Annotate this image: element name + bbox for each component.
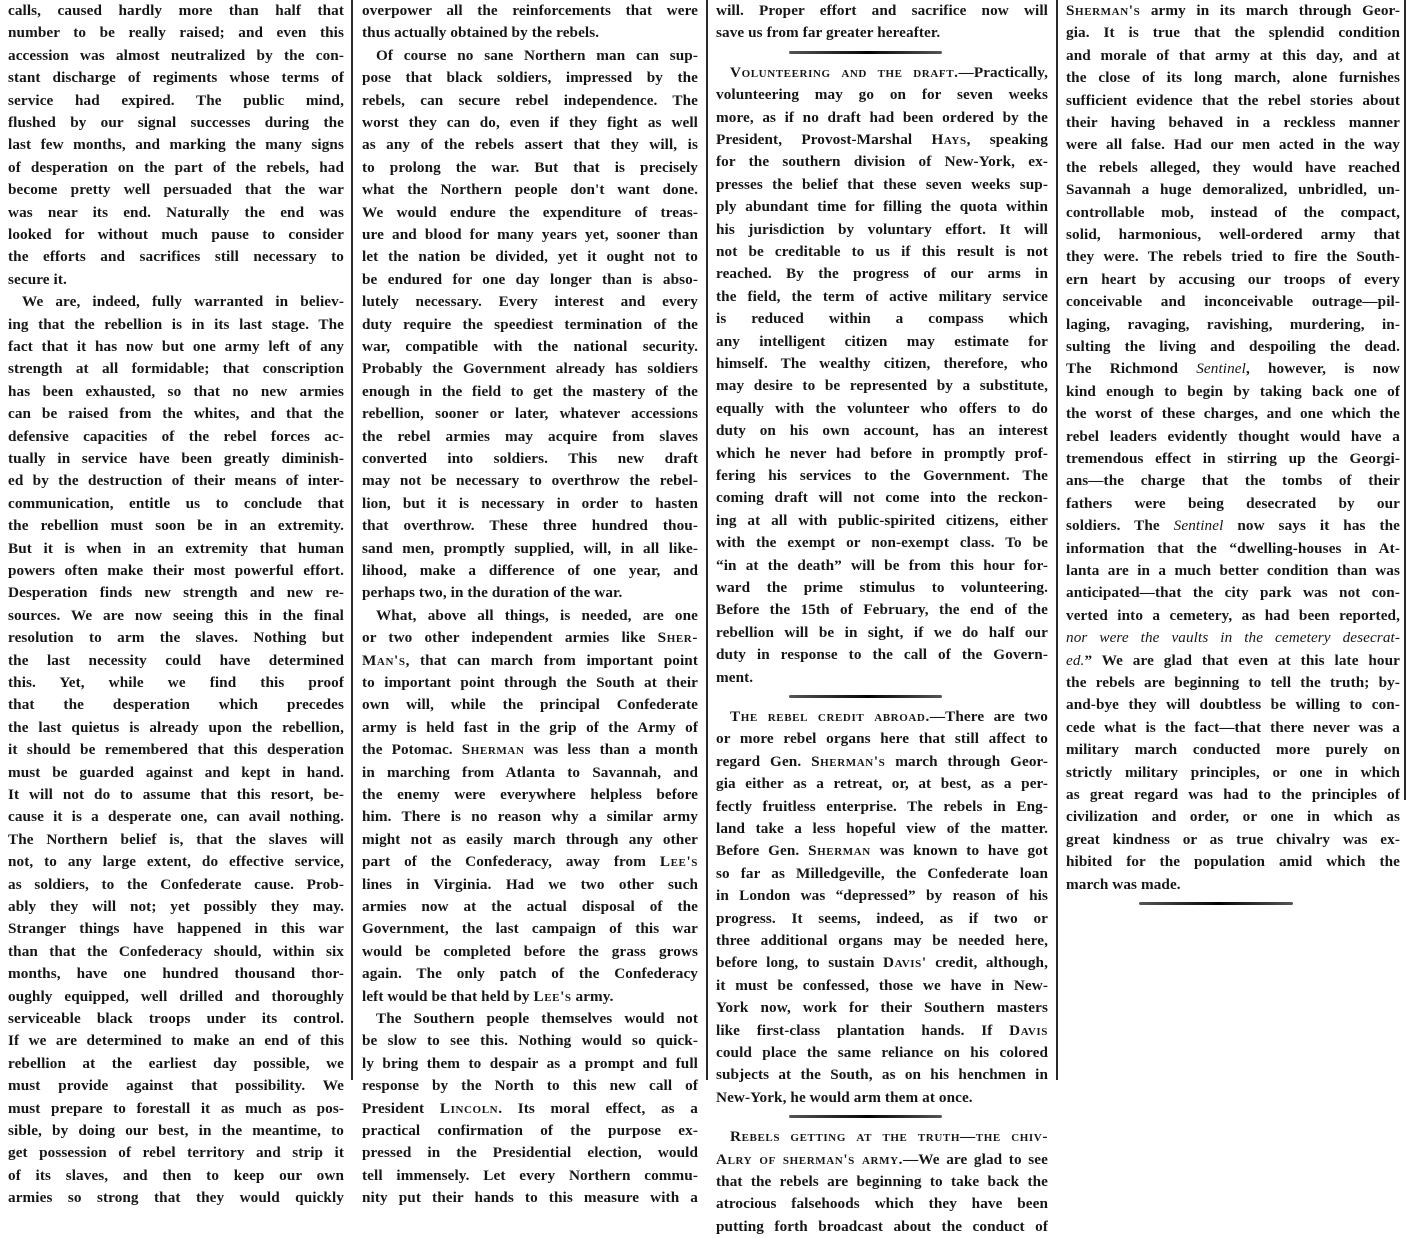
text-line: this. Yet, while we find this proof — [8, 674, 344, 691]
italic-text: ed. — [1066, 651, 1085, 669]
small-caps-name: Hays — [931, 131, 967, 148]
text-line: ward the prime stimulus to volunteering. — [716, 579, 1048, 596]
text-line: New-York, he would arm them at once. — [716, 1088, 973, 1106]
text-line: duty on his own account, has an interest — [716, 422, 1048, 440]
text-line: number to be really raised; and even this — [8, 24, 344, 42]
text-line: volunteering may go on for seven weeks — [716, 86, 1048, 104]
text-line: perhaps two, in the duration of the war. — [362, 584, 623, 602]
text-line: Government, the last campaign of this war — [362, 920, 698, 938]
text-line: lion, but it is necessary in order to hasten — [362, 494, 698, 512]
text-line: the last necessity could have determined — [8, 651, 344, 669]
text-line: tremendous effect in stirring up the Georgi- — [1066, 450, 1400, 467]
text-line: pressed in the Presidential election, would — [362, 1144, 698, 1162]
small-caps-name: Davis' — [883, 954, 927, 972]
small-caps-name: Sherman's — [811, 752, 886, 770]
text-line: not, to any large extent, do effective service, — [8, 853, 344, 871]
text-line: ably they will not; yet possibly they may. — [8, 898, 344, 915]
section-separator-rule — [789, 1115, 942, 1118]
column-3 — [716, 0, 1048, 1235]
text-line: secure it. — [8, 270, 67, 288]
column-1 — [8, 0, 344, 1207]
text-line: tually in service have been greatly diminish- — [8, 450, 344, 467]
text-line: service had expired. The public mind, — [8, 91, 344, 109]
column-rule-3 — [1056, 0, 1058, 1080]
text-line: sufficient evidence that the rebel stories about — [1066, 91, 1400, 109]
text-line: “in at the death” will be from this hour for- — [716, 556, 1048, 574]
text-line: solid, harmonious, well-ordered army that — [1066, 226, 1400, 243]
text-line: march was made. — [1066, 875, 1181, 893]
text-line: soldiers. The Sentinel now says it has the — [1066, 517, 1400, 535]
text-line: ure and blood for many years yet, sooner than — [362, 226, 698, 243]
text-line: be endured for one day longer than is abso- — [362, 270, 698, 288]
text-line: in marching from Atlanta to Savannah, and — [362, 763, 698, 781]
text-line: must prepare to forestall it as much as pos- — [8, 1099, 344, 1117]
text-line: land take a less hopeful view of the matter. — [716, 820, 1048, 837]
text-line: response by the North to this new call of — [362, 1077, 698, 1095]
column-4 — [1066, 0, 1400, 1080]
text-line: rebellion, sooner or later, whatever accessions — [362, 405, 698, 423]
text-line: defensive capacities of the rebel forces ac- — [8, 427, 344, 445]
text-line: sand men, promptly supplied, will, in all like- — [362, 539, 698, 557]
text-line: than that the Confederacy should, within six — [8, 942, 344, 960]
text-line: that the rebels are beginning to take back the — [716, 1173, 1048, 1190]
text-line: it must be confessed, those we have in New- — [716, 976, 1048, 994]
text-line: must be guarded against and kept in hand. — [8, 763, 344, 781]
italic-text: Sentinel — [1173, 517, 1224, 535]
text-line: the Potomac. Sherman was less than a month — [362, 741, 698, 759]
small-caps-name: Lee's — [659, 853, 698, 871]
text-line: war, compatible with the national security. — [362, 338, 698, 355]
text-line: It will not do to assume that this resort, be- — [8, 786, 344, 803]
text-line — [1066, 627, 1400, 649]
text-line: their having behaved in a reckless manner — [1066, 114, 1400, 131]
text-line: or more rebel organs here that still affect to — [716, 730, 1048, 748]
text-line: converted into soldiers. This new draft — [362, 450, 698, 467]
text-line: and morale of that army at this day, and at — [1066, 46, 1400, 64]
text-line: his jurisdiction by voluntary effort. It will — [716, 220, 1048, 238]
article-heading-line: The rebel credit abroad.—There are two — [730, 708, 1048, 725]
italic-text: Sentinel — [1196, 360, 1246, 378]
section-separator-rule — [789, 695, 942, 698]
column-rule-1 — [351, 0, 353, 1080]
text-line: may desire to be represented by a substitute, — [716, 377, 1048, 395]
text-line: The Richmond Sentinel, however, is now — [1066, 360, 1400, 378]
text-line: Before Gen. Sherman was known to have got — [716, 842, 1048, 860]
text-line: stant discharge of regiments whose terms of — [8, 69, 344, 87]
text-line: enough in the field to get the mastery of the — [362, 382, 698, 400]
text-line: duty in response to the call of the Govern- — [716, 646, 1048, 664]
text-line: worst they can do, even if they fight as well — [362, 114, 698, 131]
text-line: fathers were being desecrated by our — [1066, 494, 1400, 512]
text-line: to prolong the war. But that is precisely — [362, 158, 698, 176]
text-line: accession was almost neutralized by the con- — [8, 46, 344, 64]
text-line: the rebels are beginning to tell the truth; by- — [1066, 674, 1400, 691]
text-line: before long, to sustain Davis' credit, although, — [716, 954, 1048, 972]
text-line: ply abundant time for filling the quota within — [716, 198, 1048, 216]
text-line: hibited for the population amid which the — [1066, 853, 1400, 871]
text-line: for the southern division of New-York, ex- — [716, 153, 1048, 171]
text-line: must provide against that possibility. We — [8, 1077, 344, 1095]
text-line: oughly equipped, well drilled and thoroughly — [8, 987, 344, 1005]
small-caps-name: Lincoln — [439, 1099, 499, 1117]
text-line: atrocious falsehoods which they have been — [716, 1195, 1048, 1213]
text-line: get possession of rebel territory and strip it — [8, 1144, 344, 1162]
text-line: himself. The wealthy citizen, therefore, who — [716, 355, 1048, 372]
article-heading: Rebels getting at the truth—the chiv- — [730, 1128, 1048, 1146]
text-line: The Southern people themselves would not — [376, 1010, 698, 1027]
column-rule-2 — [706, 0, 708, 1080]
text-line: as any of the rebels assert that they will, is — [362, 136, 698, 154]
text-line: strictly military principles, or one in which — [1066, 763, 1400, 781]
text-line: rebels, can secure rebel independence. The — [362, 91, 698, 109]
text-line: the rebel armies may acquire from slaves — [362, 427, 698, 445]
text-line: so far as Milledgeville, the Confederate loan — [716, 864, 1048, 882]
text-line: was near its end. Naturally the end was — [8, 203, 344, 221]
article-heading: The rebel credit abroad. — [730, 708, 930, 725]
text-line: equally with the volunteer who offers to do — [716, 399, 1048, 417]
text-line: sulting the living and despoiling the dead. — [1066, 338, 1400, 355]
text-line: controllable mob, instead of the compact, — [1066, 203, 1400, 221]
text-line: powers often make their most powerful effort. — [8, 562, 344, 579]
text-line: putting forth broadcast about the conduct of — [716, 1217, 1048, 1235]
text-line: subjects at the South, as on his henchmen in — [716, 1066, 1048, 1084]
text-line: gia either as a retreat, or, at best, as a per- — [716, 775, 1048, 793]
text-line: as great regard was had to the principles of — [1066, 786, 1400, 803]
text-line: like first-class plantation hands. If Davis — [716, 1021, 1048, 1039]
text-line: of desperation on the part of the rebels, had — [8, 158, 344, 176]
text-line: calls, caused hardly more than half that — [8, 2, 344, 19]
small-caps-name: Sherman — [808, 842, 871, 860]
text-line: the close of its long march, alone furnishes — [1066, 69, 1400, 87]
text-line: sible, by doing our best, in the meantime, to — [8, 1122, 344, 1139]
text-line: strength at all formidable; that conscription — [8, 360, 344, 378]
text-line: fering his services to the Government. The — [716, 467, 1048, 484]
text-line: cause it is a desperate one, can avail nothing. — [8, 808, 344, 826]
text-line: will. Proper effort and sacrifice now will — [716, 2, 1048, 19]
text-line: what the Northern people don't want done. — [362, 181, 698, 199]
text-line: could place the same reliance on his colored — [716, 1044, 1048, 1061]
small-caps-name: Sherman — [461, 741, 525, 759]
text-line: own will, while the principal Confederate — [362, 696, 698, 714]
text-line: The Northern belief is, that the slaves will — [8, 830, 344, 848]
section-separator-rule — [1139, 902, 1293, 905]
small-caps-name: Sherman's — [1066, 2, 1141, 19]
text-line: three additional organs may be needed here, — [716, 932, 1048, 949]
text-line: to important point through the South at their — [362, 674, 698, 691]
text-line: it should be remembered that this desperation — [8, 741, 344, 759]
text-line: rebel leaders evidently thought would have a — [1066, 427, 1400, 445]
text-line: ly bring them to despair as a prompt and full — [362, 1054, 698, 1072]
text-line: information that the “dwelling-houses in At- — [1066, 539, 1400, 557]
text-line: has been exhausted, so that no new armies — [8, 382, 344, 400]
text-line: ing at all with public-spirited citizens, either — [716, 511, 1048, 529]
text-line: that the desperation which precedes — [8, 696, 344, 714]
text-line: the rebels alleged, they would have reached — [1066, 158, 1400, 176]
text-line: ing that the rebellion is in its last stage. The — [8, 315, 344, 333]
text-line: months, have one hundred thousand thor- — [8, 965, 344, 983]
text-line: more, as if no draft had been ordered by the — [716, 108, 1048, 126]
text-line: which he never had before in promptly prof- — [716, 444, 1048, 462]
text-line: be slow to see this. Nothing would so quick- — [362, 1032, 698, 1050]
text-line: armies now at the actual disposal of the — [362, 898, 698, 915]
text-line: flushed by our signal successes during the — [8, 114, 344, 131]
small-caps-name: Lee's — [533, 987, 572, 1005]
text-line: practical confirmation of the purpose ex- — [362, 1122, 698, 1139]
text-line: military march conducted more purely on — [1066, 741, 1400, 759]
text-line: left would be that held by Lee's army. — [362, 987, 614, 1005]
text-line: cede what is the fact—that there never was a — [1066, 718, 1400, 736]
text-line: is reduced within a compass which — [716, 310, 1048, 328]
article-heading-line: Alry of sherman's army.—We are glad to see — [716, 1150, 1048, 1168]
text-line: ed.” We are glad that even at this late hour — [1066, 651, 1400, 669]
text-line: pose that black soldiers, impressed by the — [362, 69, 698, 87]
text-line: lines in Virginia. Had we two other such — [362, 875, 698, 893]
small-caps-name: Man's — [362, 651, 406, 669]
text-line: might not as easily march through any other — [362, 830, 698, 848]
column-rule-4 — [1404, 0, 1406, 800]
text-line: become pretty well persuaded that the war — [8, 181, 344, 199]
text-line: part of the Confederacy, away from Lee's — [362, 853, 698, 871]
text-line: York now, work for their Southern masters — [716, 999, 1048, 1017]
text-line: Stranger things have happened in this war — [8, 920, 344, 938]
text-line: they were. The rebels tried to fire the South- — [1066, 248, 1400, 266]
text-line: verted into a cemetery, as had been reported, — [1066, 606, 1400, 624]
text-line: Man's, that can march from important point — [362, 651, 698, 669]
text-line: President Lincoln. Its moral effect, as a — [362, 1099, 698, 1117]
text-line: great kindness or as true chivalry was ex- — [1066, 830, 1400, 848]
text-line: and-bye they will doubtless be willing to con- — [1066, 696, 1400, 714]
text-line: Before the 15th of February, the end of the — [716, 601, 1048, 619]
text-line: coming draft will not come into the reckon- — [716, 489, 1048, 507]
text-line: lanta are in a much better condition than was — [1066, 562, 1400, 579]
text-line: Desperation finds new strength and new re- — [8, 584, 344, 602]
text-line: ed by the destruction of their means of inter- — [8, 472, 344, 490]
article-heading-line — [716, 1126, 1048, 1148]
text-line: progress. It seems, indeed, as if two or — [716, 909, 1048, 927]
text-line: nity put their hands to this measure with a — [362, 1189, 698, 1207]
text-line: ment. — [716, 668, 754, 686]
small-caps-name: Sher- — [657, 629, 698, 647]
text-line: reached. By the progress of our arms in — [716, 265, 1048, 283]
text-line: Savannah a huge demoralized, unbridled, un- — [1066, 181, 1400, 199]
text-line: fectly fruitless enterprise. The rebels in Eng- — [716, 797, 1048, 815]
text-line: overpower all the reinforcements that were — [362, 2, 698, 19]
section-separator-rule — [789, 51, 942, 54]
text-line: communication, entitle us to conclude that — [8, 494, 344, 512]
article-heading-line: Volunteering and the draft.—Practically, — [730, 63, 1048, 81]
text-line: conceivable and inconceivable outrage—pil- — [1066, 293, 1400, 311]
text-line: armies so strong that they would quickly — [8, 1189, 344, 1207]
text-line: any intelligent citizen may estimate for — [716, 332, 1048, 350]
text-line: Probably the Government already has soldiers — [362, 360, 698, 378]
text-line: anticipated—that the city park was not con- — [1066, 584, 1400, 602]
article-heading: Volunteering and the draft. — [730, 63, 959, 81]
text-line: the enemy were everywhere helpless before — [362, 786, 698, 803]
text-line: civilization and order, or one in which as — [1066, 808, 1400, 826]
text-line: rebellion will be in sight, if we do half our — [716, 623, 1048, 641]
text-line: can be raised from the whites, and that the — [8, 405, 344, 423]
text-line: may not be necessary to overthrow the rebel- — [362, 472, 698, 490]
text-line: If we are determined to make an end of this — [8, 1032, 344, 1050]
text-line: What, above all things, is needed, are one — [376, 606, 698, 624]
text-line: Sherman's army in its march through Geor- — [1066, 2, 1400, 19]
text-line: But it is when in an extremity that human — [8, 539, 344, 557]
text-line: fact that it has now but one army left of any — [8, 338, 344, 355]
text-line: let the nation be divided, yet it ought not to — [362, 248, 698, 266]
text-line: the rebellion must soon be in an extremity. — [8, 517, 344, 535]
text-line: looked for without much pause to consider — [8, 226, 344, 243]
text-line: lihood, make a difference of one year, and — [362, 562, 698, 579]
text-line: regard Gen. Sherman's march through Geor- — [716, 752, 1048, 770]
text-line: kind enough to begin by taking back one of — [1066, 382, 1400, 400]
column-2 — [362, 0, 698, 1207]
text-line: tell immensely. Let every Northern commu- — [362, 1166, 698, 1184]
text-line: the field, the term of active military service — [716, 287, 1048, 305]
italic-text: nor were the vaults in the cemetery desecrat- — [1066, 629, 1400, 647]
text-line: him. There is no reason why a similar army — [362, 808, 698, 826]
text-line: President, Provost-Marshal Hays, speaking — [716, 131, 1048, 148]
text-line: presses the belief that these seven weeks sup- — [716, 175, 1048, 193]
text-line: gia. It is true that the splendid condition — [1066, 24, 1400, 42]
text-line: would be completed before the grass grows — [362, 942, 698, 960]
text-line: were all false. Had our men acted in the way — [1066, 136, 1400, 154]
text-line: that overthrow. These three hundred thou- — [362, 517, 698, 535]
article-heading: Alry of sherman's army. — [716, 1150, 904, 1168]
text-line: We are, indeed, fully warranted in believ- — [22, 293, 344, 311]
small-caps-name: Davis — [1009, 1021, 1048, 1039]
text-line: laging, ravaging, ravishing, murdering, in- — [1066, 315, 1400, 333]
text-line: resolution to arm the slaves. Nothing but — [8, 629, 344, 647]
text-line: the last quietus is already upon the rebellion, — [8, 718, 344, 736]
text-line: or two other independent armies like Sher- — [362, 629, 698, 647]
text-line: not be creditable to us if this result is not — [716, 243, 1048, 260]
text-line: duty require the speediest termination of the — [362, 315, 698, 333]
text-line: sources. We are now seeing this in the final — [8, 606, 344, 624]
text-line: serviceable black troops under its control. — [8, 1010, 344, 1027]
text-line: ans—the charge that the tombs of their — [1066, 472, 1400, 490]
text-line: Of course no sane Northern man can sup- — [376, 46, 698, 64]
text-line: with the exempt or non-exempt class. To be — [716, 534, 1048, 552]
text-line: We would endure the expenditure of treas- — [362, 203, 698, 221]
text-line: the worst of these charges, and one which the — [1066, 405, 1400, 423]
text-line: thus actually obtained by the rebels. — [362, 24, 600, 42]
text-line: last few months, and marking the many signs — [8, 136, 344, 154]
text-line: ern heart by accusing our troops of every — [1066, 270, 1400, 288]
text-line: in London was “depressed” by reason of his — [716, 887, 1048, 905]
text-line: the efforts and sacrifices still necessary to — [8, 248, 344, 266]
text-line: army is held fast in the grip of the Army of — [362, 718, 698, 736]
text-line: again. The only patch of the Confederacy — [362, 965, 698, 983]
text-line: as soldiers, to the Confederate cause. Prob- — [8, 875, 344, 893]
text-line: rebellion at the earliest day possible, we — [8, 1054, 344, 1072]
text-line: of its slaves, and then to keep our own — [8, 1166, 344, 1184]
text-line: lutely necessary. Every interest and every — [362, 293, 698, 311]
text-line: save us from far greater hereafter. — [716, 24, 941, 42]
